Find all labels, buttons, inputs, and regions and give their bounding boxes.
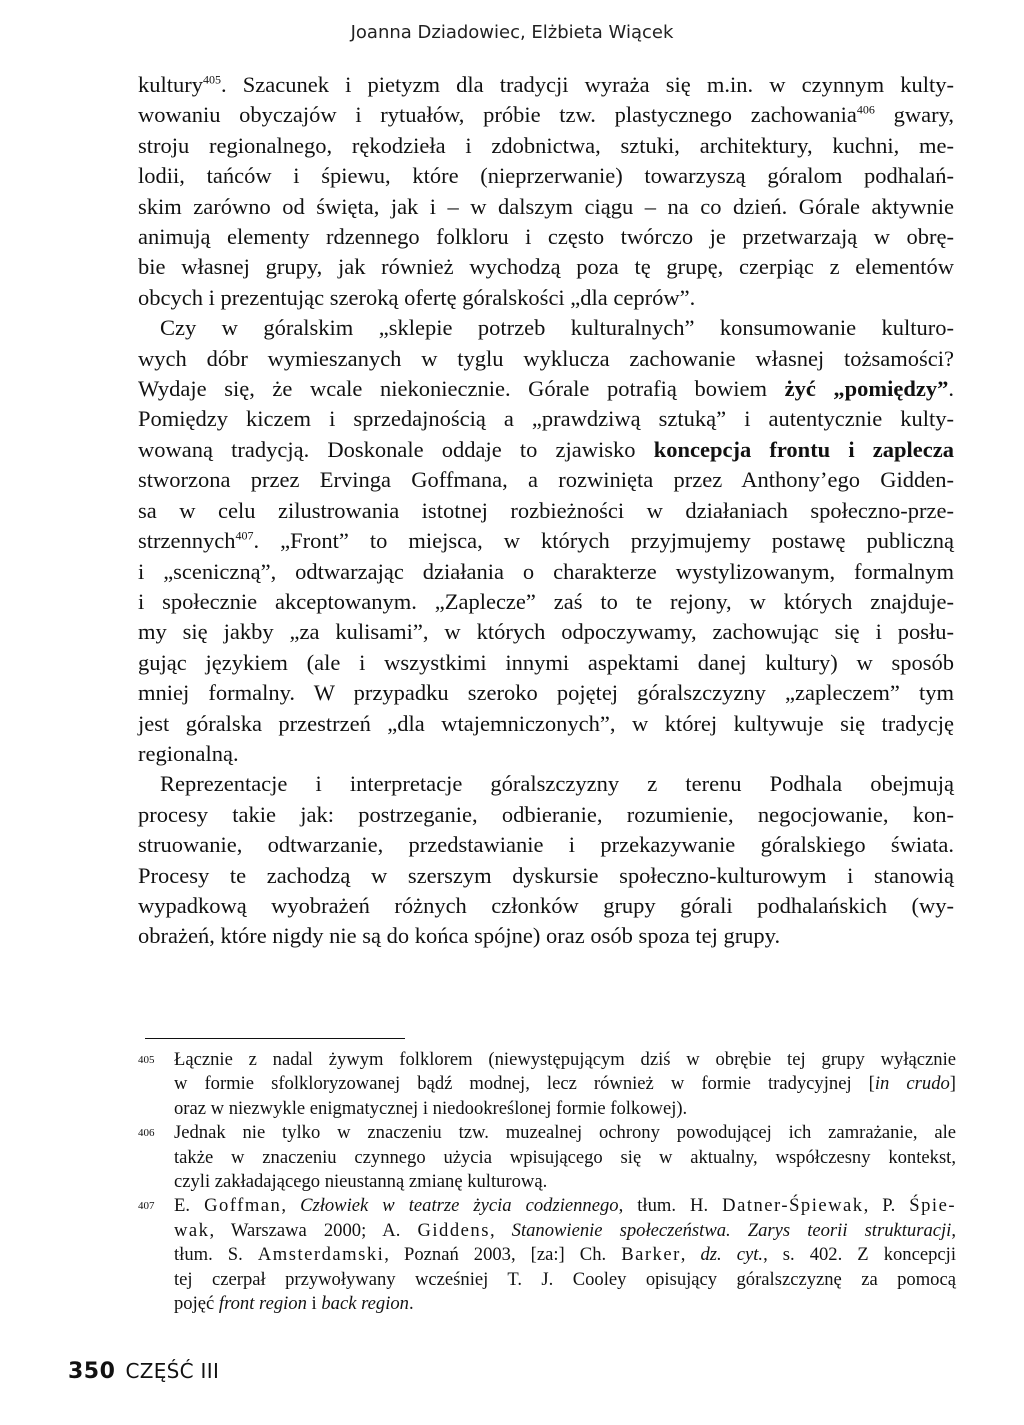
text-run: . Szacunek i pietyzm dla tradycji wyraża się m.in. w czynnym kulty- bbox=[221, 72, 954, 97]
italic-text: dz. cyt. bbox=[700, 1244, 764, 1266]
text-run: tłum. S. bbox=[174, 1244, 258, 1266]
text-run: w formie sfolkloryzowanej bądź modnej, lecz również w formie tradycyjnej [ bbox=[174, 1073, 875, 1095]
text-run: gwary, bbox=[874, 102, 954, 128]
text-run: strzennych bbox=[138, 528, 236, 554]
text-line: Reprezentacje i interpretacje góralszczyzny z terenu Podhala obejmują bbox=[160, 771, 954, 797]
footnote-separator bbox=[145, 1038, 405, 1039]
paragraph-2 bbox=[138, 313, 954, 769]
section-label: CZĘŚĆ III bbox=[125, 1359, 220, 1383]
text-run: , Warszawa 2000; A. bbox=[209, 1219, 418, 1241]
author-name: Barker bbox=[621, 1244, 681, 1266]
text-line: i „sceniczną”, odtwarzając działania o charakterze wystylizowanym, formalnym bbox=[138, 558, 954, 584]
text-line: struowanie, odtwarzanie, przedstawianie i przekazywanie góralskiego świata. bbox=[138, 832, 954, 858]
text-line: także w znaczeniu czynnego użycia wpisującego się w aktualny, współczesny kontekst, bbox=[174, 1146, 956, 1168]
text-run: wowaniu obyczajów i rytuałów, próbie tzw. plastycznego zachowania bbox=[138, 102, 857, 128]
author-name: Datner-Śpiewak bbox=[722, 1195, 864, 1217]
text-line: stworzona przez Ervinga Goffmana, a rozwinięta przez Anthony’ego Gidden- bbox=[138, 467, 954, 493]
text-run: E. bbox=[174, 1195, 205, 1217]
text-line: obcych i prezentując szeroką ofertę góralskości „dla ceprów”. bbox=[138, 284, 696, 310]
text-line: regionalną. bbox=[138, 740, 239, 766]
author-name: Giddens bbox=[417, 1219, 490, 1241]
text-line: obrażeń, które nigdy nie są do końca spójne) oraz osób spoza tej grupy. bbox=[138, 923, 781, 949]
text-run: , bbox=[281, 1195, 301, 1217]
text-run: , P. bbox=[863, 1195, 910, 1217]
italic-text: Stanowienie społeczeństwa. Zarys teorii strukturacji bbox=[511, 1219, 952, 1241]
text-line: jest góralska przestrzeń „dla wtajemniczonych”, w której kultywuje się tradycję bbox=[138, 710, 954, 736]
text-run: Wydaje się, że wcale niekoniecznie. Górale potrafią bowiem bbox=[138, 376, 785, 402]
italic-text: in crudo bbox=[874, 1073, 950, 1095]
text-run: ] bbox=[949, 1073, 956, 1095]
paragraph-3 bbox=[138, 769, 954, 951]
text-line: Jednak nie tylko w znaczeniu tzw. muzealnej ochrony powodującej ich zamrażanie, ale bbox=[174, 1122, 956, 1144]
text-run: , s. 402. Z koncepcji bbox=[763, 1244, 956, 1266]
italic-text: front region bbox=[218, 1293, 307, 1315]
text-line: wych dóbr wymieszanych w tyglu wyklucza zachowanie własnej tożsamości? bbox=[138, 345, 954, 371]
text-run: , bbox=[951, 1219, 956, 1241]
author-name: Goffman bbox=[204, 1195, 282, 1217]
italic-text: Człowiek w teatrze życia codziennego bbox=[300, 1195, 619, 1217]
text-run: , bbox=[680, 1244, 701, 1266]
author-name: wak bbox=[174, 1219, 210, 1241]
text-line: stroju regionalnego, rękodzieła i zdobnictwa, sztuki, architektury, kuchni, me- bbox=[138, 132, 954, 158]
text-line: bie własnej grupy, jak również wychodzą poza tę grupę, czerpiąc z elementów bbox=[138, 254, 954, 280]
paragraph-1 bbox=[138, 70, 954, 313]
footnote-ref-406[interactable]: 406 bbox=[856, 102, 875, 117]
text-line: my się jakby „za kulisami”, w których odpoczywamy, zachowując się i posłu- bbox=[138, 619, 954, 645]
footnote-406 bbox=[138, 1121, 956, 1194]
author-name: Śpie- bbox=[909, 1195, 957, 1217]
text-line: i społecznie akceptowanym. „Zaplecze” zaś to te rejony, w których znajduje- bbox=[138, 588, 954, 614]
text-run: . bbox=[408, 1293, 414, 1315]
text-line: gując językiem (ale i wszystkimi innymi aspektami danej kultury) w sposób bbox=[138, 649, 954, 675]
footnote-number: 407 bbox=[138, 1200, 155, 1213]
text-line: lodii, tańców i śpiewu, które (nieprzerwanie) towarzyszą góralom podhalań- bbox=[138, 163, 954, 189]
author-name: Amsterdamski bbox=[257, 1244, 385, 1266]
page-footer bbox=[68, 1359, 219, 1384]
text-line: Czy w góralskim „sklepie potrzeb kulturalnych” konsumowanie kulturo- bbox=[160, 315, 954, 341]
text-run: pojęć bbox=[174, 1293, 219, 1315]
footnote-ref-407[interactable]: 407 bbox=[235, 528, 254, 543]
footnote-number: 406 bbox=[138, 1127, 155, 1140]
text-line: tej czerpał przywoływany wcześniej T. J. Cooley opisujący góralszczyznę za pomocą bbox=[174, 1268, 956, 1290]
text-line: Procesy te zachodzą w szerszym dyskursie społeczno-kulturowym i stanowią bbox=[138, 862, 954, 888]
text-run: . „Front” to miejsca, w których przyjmujemy postawę publiczną bbox=[253, 528, 954, 554]
text-run: , tłum. H. bbox=[618, 1195, 723, 1217]
text-run: kultury bbox=[138, 72, 203, 97]
italic-text: back region bbox=[321, 1293, 409, 1315]
text-run: i bbox=[306, 1293, 322, 1315]
footnote-number: 405 bbox=[138, 1054, 155, 1066]
body-text bbox=[138, 70, 954, 952]
text-line: procesy takie jak: postrzeganie, odbieranie, rozumienie, negocjowanie, kon- bbox=[138, 801, 954, 827]
text-run: , bbox=[489, 1219, 512, 1241]
footnote-ref-405[interactable]: 405 bbox=[203, 72, 221, 87]
text-run: , Poznań 2003, [za:] Ch. bbox=[384, 1244, 622, 1266]
text-line: czyli zakładającego nieustanną zmianę kulturową. bbox=[174, 1171, 548, 1193]
emphasis-text: koncepcja frontu i zaplecza bbox=[653, 436, 954, 462]
footnote-407 bbox=[138, 1194, 956, 1316]
footnotes bbox=[138, 1048, 956, 1316]
text-line: skim zarówno od święta, jak i – w dalszym ciągu – na co dzień. Górale aktywnie bbox=[138, 193, 954, 219]
text-line: Pomiędzy kiczem i sprzedajnością a „prawdziwą sztuką” i autentycznie kulty- bbox=[138, 406, 954, 432]
emphasis-text: żyć „pomiędzy” bbox=[784, 376, 949, 402]
text-line: Łącznie z nadal żywym folklorem (niewystępującym dziś w obrębie tej grupy wyłącznie bbox=[174, 1049, 956, 1070]
text-run: . bbox=[948, 376, 955, 402]
text-line: sa w celu zilustrowania istotnej rozbieżności w działaniach społeczno-prze- bbox=[138, 497, 954, 523]
text-line: wypadkową wyobrażeń różnych członków grupy górali podhalańskich (wy- bbox=[138, 892, 954, 918]
text-line: oraz w niezwykle enigmatycznej i niedookreślonej formie folkowej). bbox=[174, 1097, 688, 1119]
footnote-405 bbox=[138, 1048, 956, 1121]
running-head: Joanna Dziadowiec, Elżbieta Wiącek bbox=[350, 22, 674, 43]
text-line: mniej formalny. W przypadku szeroko pojętej góralszczyzny „zapleczem” tym bbox=[138, 680, 954, 706]
text-run: wowaną tradycją. Doskonale oddaje to zjawisko bbox=[138, 436, 654, 462]
text-line: animują elementy rdzennego folkloru i często twórczo je przetwarzają w obrę- bbox=[138, 224, 954, 250]
page-number: 350 bbox=[68, 1359, 116, 1384]
